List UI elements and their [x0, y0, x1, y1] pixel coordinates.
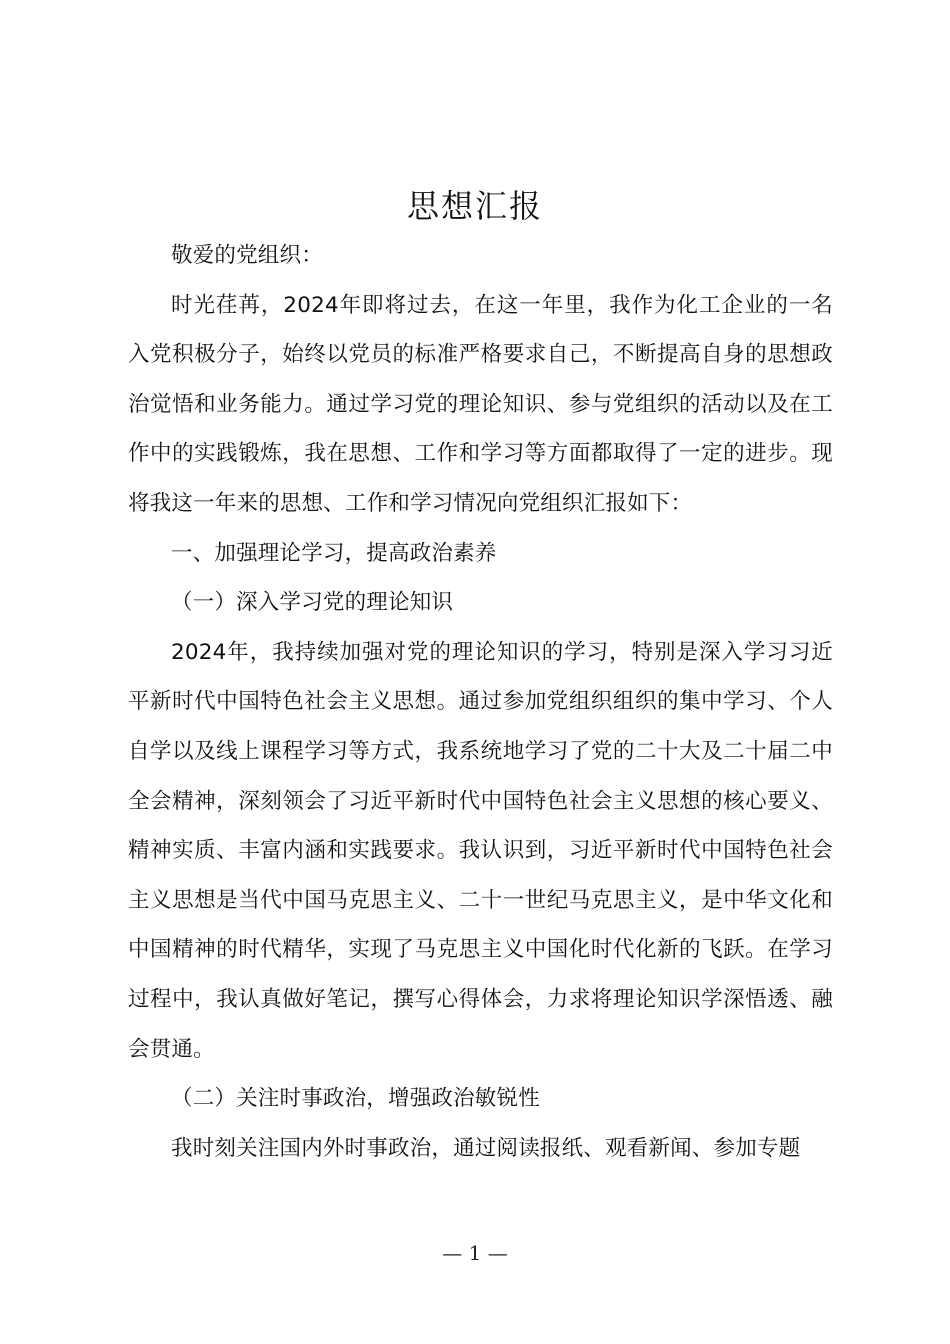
subsection-heading-1: （一）深入学习党的理论知识: [171, 590, 454, 616]
paragraph-theory-study: 2024年，我持续加强对党的理论知识的学习，特别是深入学习习近平新时代中国特色社会主义思想。通过参加党组织组织的集中学习、个人自学以及线上课程学习等方式，我系统地学习了党的二十大及二十届二中全会精神，深刻领会了习近平新时代中国特色社会主义思想的核心要义、精神实质、丰富内涵和实践要求。我认识到，习近平新时代中国特色社会主义思想是当代中国马克思主义、二十一世纪马克思主义，是中华文化和中国精神的时代精华，实现了马克思主义中国化时代化新的飞跃。在学习过程中，我认真做好笔记，撰写心得体会，力求将理论知识学深悟透、融会贯通。: [128, 639, 833, 1062]
paragraph-intro: 时光荏苒，2024年即将过去，在这一年里，我作为化工企业的一名入党积极分子，始终以党员的标准严格要求自己，不断提高自身的思想政治觉悟和业务能力。通过学习党的理论知识、参与党组织的活动以及在工作中的实践锻炼，我在思想、工作和学习等方面都取得了一定的进步。现将我这一年来的思想、工作和学习情况向党组织汇报如下：: [128, 292, 833, 516]
paragraph-current-affairs: 我时刻关注国内外时事政治，通过阅读报纸、观看新闻、参加专题: [171, 1135, 801, 1161]
document-title: 思想汇报: [406, 187, 543, 225]
document-body: [128, 231, 833, 1173]
subsection-heading-2: （二）关注时事政治，增强政治敏锐性: [171, 1086, 540, 1112]
page-number: — 1 —: [442, 1241, 508, 1265]
section-heading-1: 一、加强理论学习，提高政治素养: [171, 540, 497, 566]
salutation: 敬爱的党组织：: [171, 243, 323, 268]
